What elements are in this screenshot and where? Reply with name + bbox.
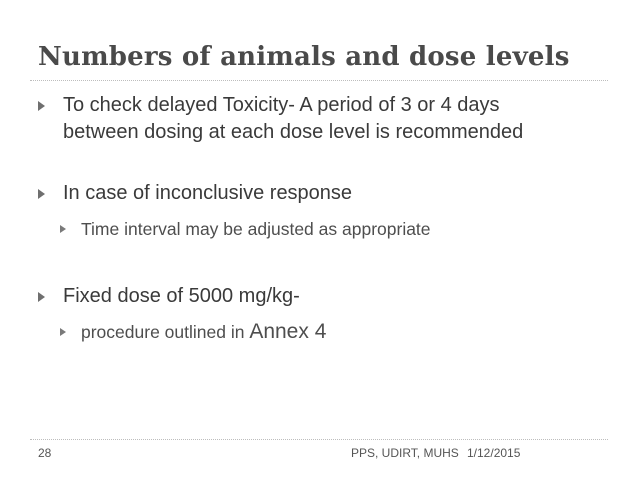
sub-bullet-text bbox=[81, 320, 326, 344]
triangle-bullet-icon bbox=[60, 328, 66, 336]
footer-divider bbox=[30, 439, 608, 440]
bullet-item-delayed-toxicity bbox=[38, 92, 523, 146]
triangle-bullet-icon bbox=[60, 225, 66, 233]
bullet-text-line-2: between dosing at each dose level is recommended bbox=[63, 121, 524, 143]
sub-bullet-text: Time interval may be adjusted as appropriate bbox=[81, 219, 431, 239]
footer-date: 1/12/2015 bbox=[467, 446, 521, 460]
bullet-text bbox=[63, 92, 523, 146]
bullet-text: Fixed dose of 5000 mg/kg- bbox=[63, 285, 300, 307]
slide-title: Numbers of animals and dose levels bbox=[38, 42, 570, 72]
triangle-bullet-icon bbox=[38, 189, 45, 199]
sub-bullet-item-procedure bbox=[60, 320, 326, 344]
bullet-text: In case of inconclusive response bbox=[63, 182, 353, 204]
title-divider bbox=[30, 80, 608, 81]
bullet-item-inconclusive-response bbox=[38, 180, 352, 207]
triangle-bullet-icon bbox=[38, 292, 45, 302]
triangle-bullet-icon bbox=[38, 101, 45, 111]
footer-organization: PPS, UDIRT, MUHS bbox=[351, 446, 459, 460]
annex-reference: Annex 4 bbox=[249, 320, 327, 343]
sub-bullet-prefix: procedure outlined in bbox=[81, 322, 250, 342]
slide-number: 28 bbox=[38, 446, 52, 460]
bullet-item-fixed-dose bbox=[38, 283, 300, 310]
bullet-text-line-1: To check delayed Toxicity- A period of 3 or 4 days bbox=[63, 94, 500, 116]
sub-bullet-item-time-interval bbox=[60, 217, 431, 241]
